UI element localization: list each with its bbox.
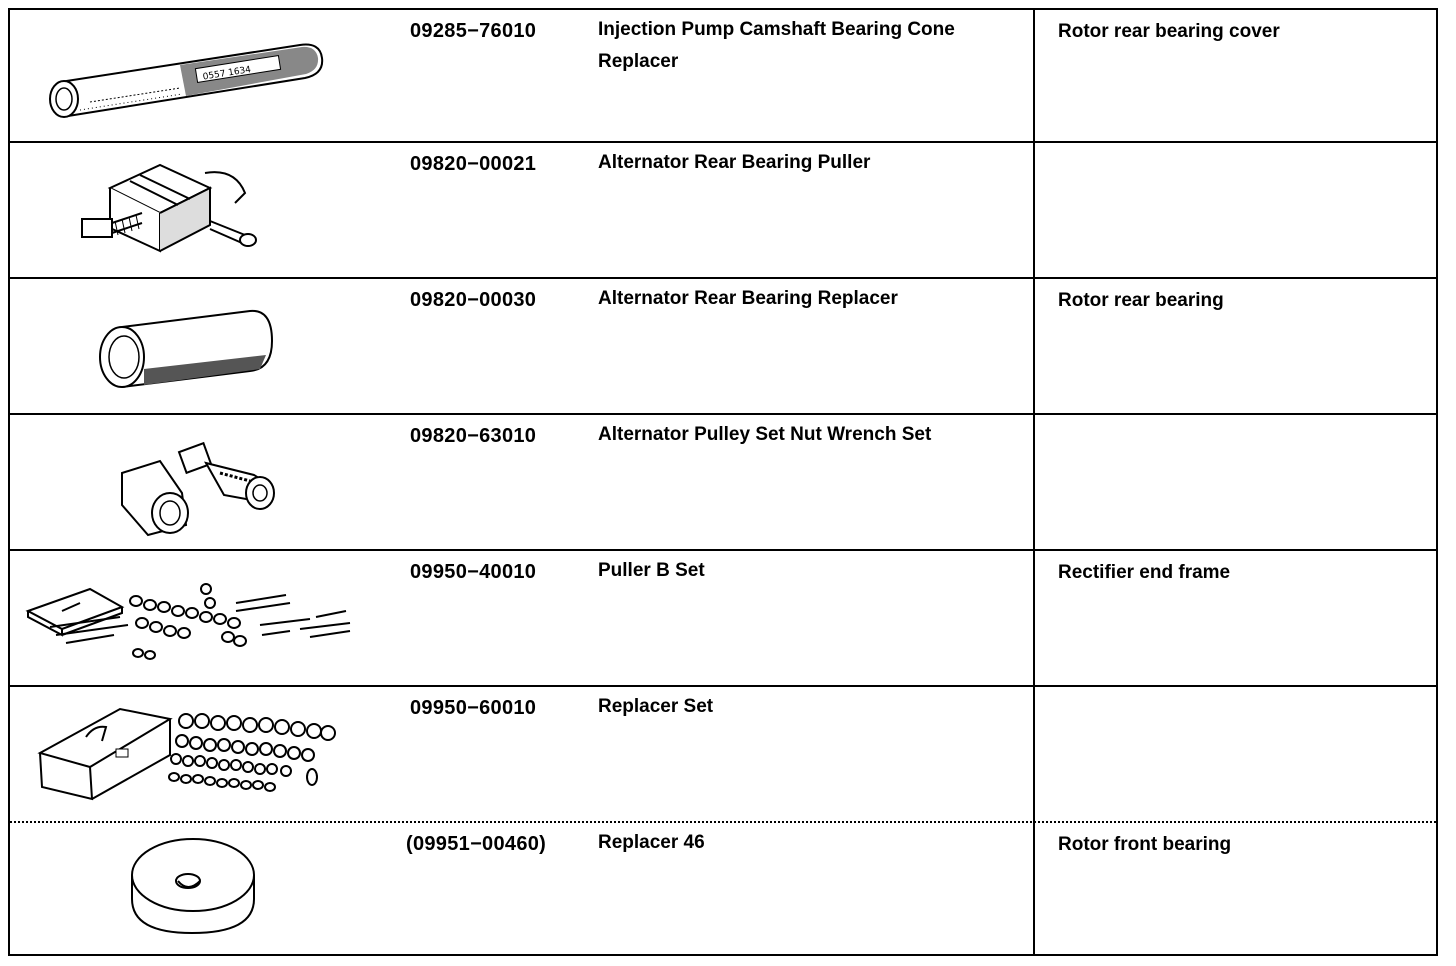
replacer-disc-icon — [10, 823, 390, 956]
table-row — [10, 687, 1436, 823]
table-row — [10, 823, 1436, 956]
table-row — [10, 551, 1436, 687]
part-number: 09820−63010 — [410, 425, 537, 447]
cylindrical-replacer-tube-icon — [10, 10, 390, 141]
puller-set-parts-icon — [10, 551, 390, 685]
tool-name: Replacer Set — [598, 696, 714, 717]
tool-use: Rotor rear bearing — [1058, 290, 1224, 311]
tool-name: Alternator Pulley Set Nut Wrench Set — [598, 424, 932, 445]
tool-name: Injection Pump Camshaft Bearing Cone Replacer — [598, 19, 955, 72]
tool-name: Puller B Set — [598, 560, 705, 581]
table-row — [10, 143, 1436, 279]
tool-name: Alternator Rear Bearing Replacer — [598, 288, 898, 309]
part-number: (09951−00460) — [406, 833, 547, 855]
table-row — [10, 415, 1436, 551]
bearing-puller-icon — [10, 143, 390, 277]
tool-use: Rectifier end frame — [1058, 562, 1231, 583]
table-row — [10, 279, 1436, 415]
tool-use: Rotor front bearing — [1058, 834, 1232, 855]
special-tools-table — [8, 8, 1438, 956]
part-number: 09950−40010 — [410, 561, 537, 583]
short-replacer-tube-icon — [10, 279, 390, 413]
tube-engraving: 0557 1634 — [202, 65, 252, 83]
tool-use: Rotor rear bearing cover — [1058, 21, 1280, 42]
tool-name: Replacer 46 — [598, 832, 705, 853]
replacer-set-case-icon — [10, 687, 390, 821]
part-number: 09285−76010 — [410, 20, 537, 42]
wrench-set-icon — [10, 415, 390, 549]
part-number: 09950−60010 — [410, 697, 537, 719]
tool-name: Alternator Rear Bearing Puller — [598, 152, 871, 173]
table-row — [10, 10, 1436, 143]
part-number: 09820−00021 — [410, 153, 537, 175]
part-number: 09820−00030 — [410, 289, 537, 311]
